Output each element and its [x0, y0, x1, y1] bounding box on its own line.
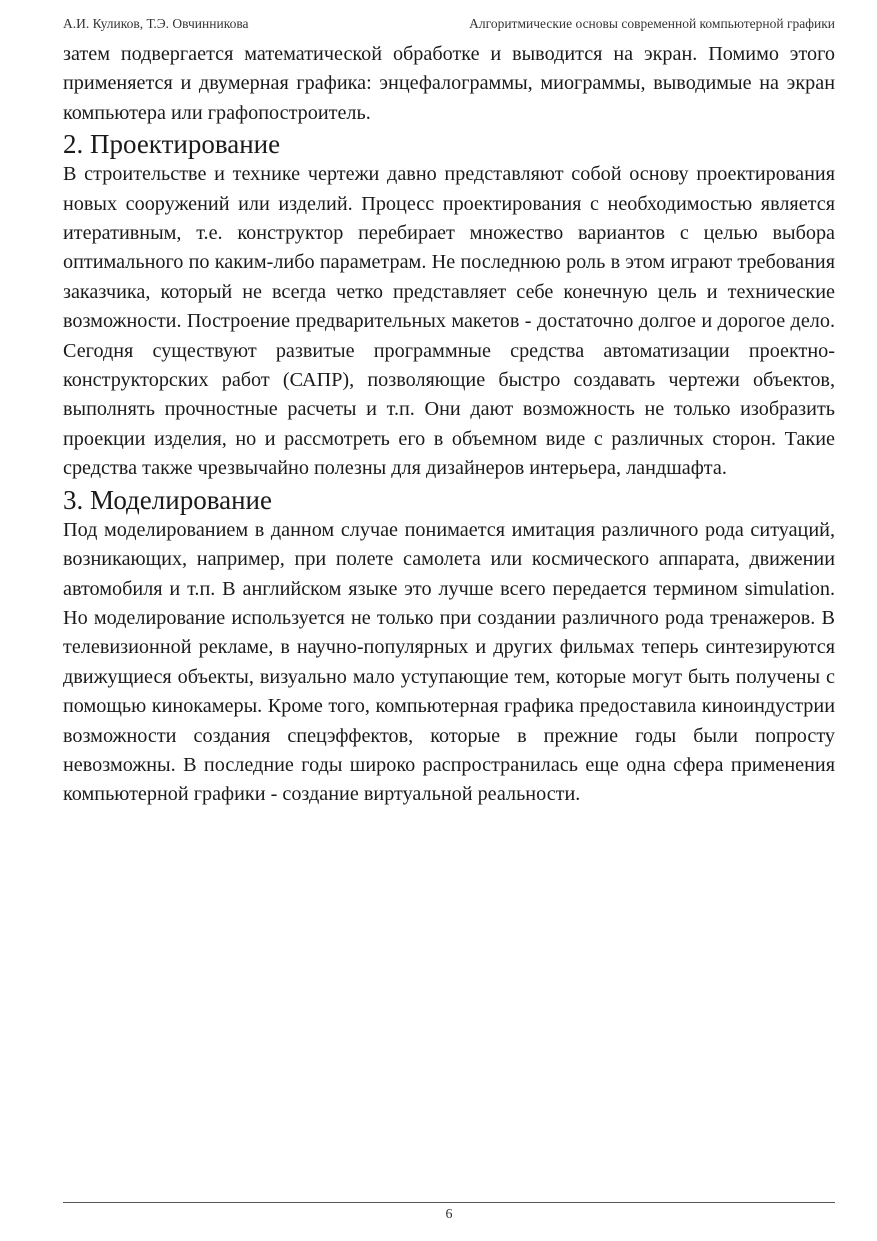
- page-content: [63, 40, 835, 810]
- paragraph-modeling: Под моделированием в данном случае понимается имитация различного рода ситуаций, возникающих, например, при полете самолета или космического аппарата, движении автомобиля и т.п. В английском языке это лучше всего передается термином simulation. Но моделирование используется не только при создании различного рода тренажеров. В телевизионной рекламе, в научно-популярных и других фильмах теперь синтезируются движущиеся объекты, визуально мало уступающие тем, которые могут быть получены с помощью кинокамеры. Кроме того, компьютерная графика предоставила киноиндустрии возможности создания спецэффектов, которые в прежние годы были попросту невозможны. В последние годы широко распространилась еще одна сфера применения компьютерной графики - создание виртуальной реальности.: [63, 518, 835, 806]
- header-book-title: Алгоритмические основы современной компьютерной графики: [469, 16, 835, 31]
- document-page: [63, 0, 835, 1241]
- footer-divider: [63, 1202, 835, 1203]
- section-heading-modeling: 3. Моделирование: [63, 484, 272, 515]
- section-heading-design: 2. Проектирование: [63, 129, 281, 160]
- paragraph-intro-continuation: затем подвергается математической обработке и выводится на экран. Помимо этого применяется и двумерная графика: энцефалограммы, миограммы, выводимые на экран компьютера или графопостроитель.: [63, 43, 835, 124]
- running-header: [63, 16, 835, 34]
- header-authors: А.И. Куликов, Т.Э. Овчинникова: [63, 16, 249, 31]
- paragraph-design: В строительстве и технике чертежи давно представляют собой основу проектирования новых сооружений или изделий. Процесс проектирования с необходимостью является итеративным, т.е. конструктор перебирает множество вариантов с целью выбора оптимального по каким-либо параметрам. Не последнюю роль в этом играют требования заказчика, который не всегда четко представляет себе конечную цель и технические возможности. Построение предварительных макетов - достаточно долгое и дорогое дело. Сегодня существуют развитые программные средства автоматизации проектно-конструкторских работ (САПР), позволяющие быстро создавать чертежи объектов, выполнять прочностные расчеты и т.п. Они дают возможность не только изобразить проекции изделия, но и рассмотреть его в объемном виде с различных сторон. Такие средства также чрезвычайно полезны для дизайнеров интерьера, ландшафта.: [63, 163, 835, 480]
- page-number: 6: [445, 1207, 453, 1222]
